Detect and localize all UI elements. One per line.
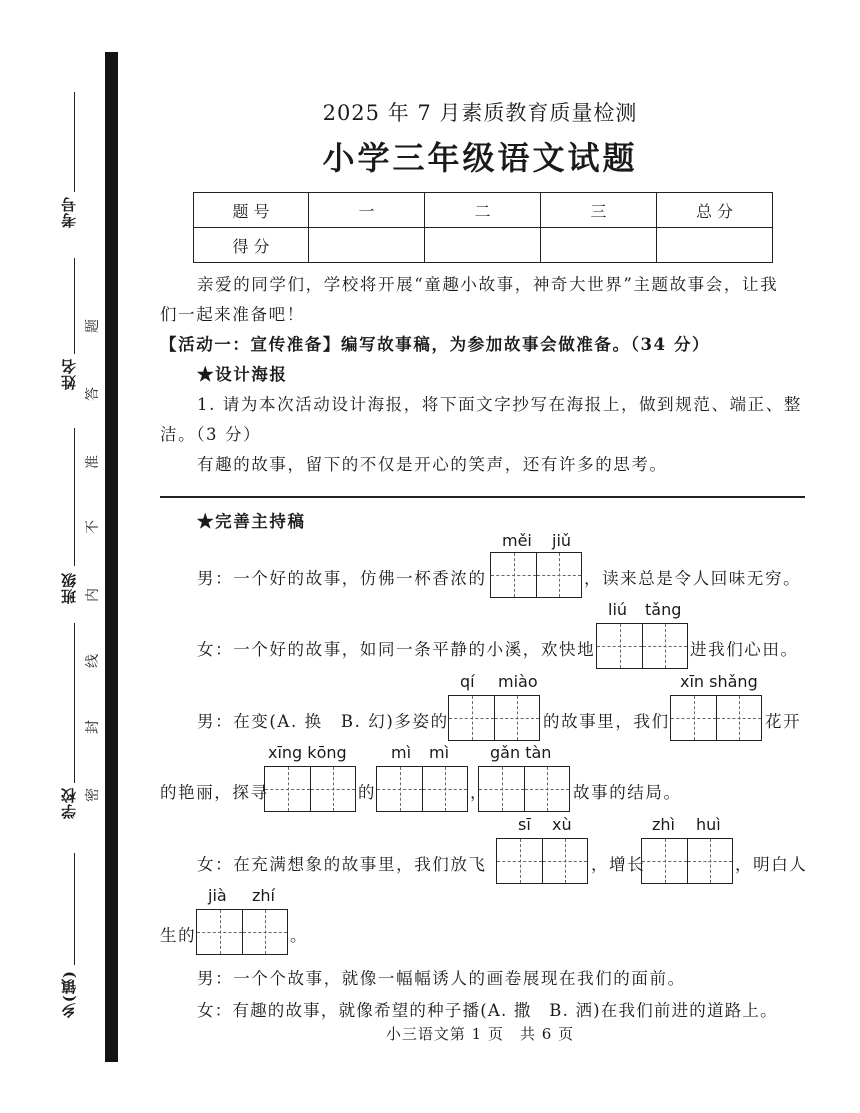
pinyin: zhì: [652, 815, 675, 834]
activity1-heading: 【活动一：宣传准备】编写故事稿，为参加故事会做准备。（34 分）: [160, 335, 711, 354]
score-cell: 二: [425, 193, 541, 228]
town-label: 乡(镇): [60, 970, 78, 1019]
script-line: 生的: [160, 926, 197, 945]
score-cell: 三: [541, 193, 657, 228]
script-line: 的故事里，我们: [543, 712, 670, 731]
seal-word: 答: [85, 387, 101, 401]
script-line: 男：在变(A. 换 B. 幻)多姿的: [197, 712, 449, 731]
pinyin: sī: [518, 815, 531, 834]
divider: [160, 496, 805, 498]
binding-bar: [105, 52, 118, 1062]
pinyin: gǎn tàn: [490, 743, 552, 762]
writing-grid[interactable]: [496, 838, 588, 884]
intro-line: 亲爱的同学们，学校将开展“童趣小故事，神奇大世界”主题故事会，让我: [197, 275, 779, 294]
script-line: 。: [290, 926, 309, 945]
writing-grid[interactable]: [264, 766, 356, 812]
pinyin: mì: [429, 743, 450, 762]
school-label: 学校: [60, 787, 78, 819]
script-line: 男：一个好的故事，仿佛一杯香浓的: [197, 569, 487, 588]
exam-no-label: 考号: [60, 196, 78, 228]
pinyin: qí: [460, 672, 475, 691]
score-cell: 题 号: [194, 193, 309, 228]
seal-word: 封: [85, 720, 101, 734]
writing-grid[interactable]: [376, 766, 468, 812]
script-line: ，增长: [591, 855, 646, 874]
town-line: [74, 853, 75, 965]
score-cell: 一: [309, 193, 425, 228]
script-line: ，明白人: [735, 855, 808, 874]
script-line: ，: [470, 783, 489, 802]
writing-grid[interactable]: [490, 552, 582, 598]
script-line: ，读来总是令人回味无穷。: [584, 569, 802, 588]
writing-grid[interactable]: [196, 909, 288, 955]
page-footer: 小三语文第 1 页 共 6 页: [385, 1025, 575, 1043]
writing-grid[interactable]: [641, 838, 733, 884]
script-line: 的艳丽，探寻: [160, 783, 269, 802]
writing-grid[interactable]: [478, 766, 570, 812]
score-input-cell[interactable]: [309, 228, 425, 263]
script-line: 女：有趣的故事，就像希望的种子播(A. 撒 B. 洒)在我们前进的道路上。: [197, 1001, 778, 1020]
pinyin: huì: [696, 815, 721, 834]
intro-line: 们一起来准备吧！: [160, 305, 305, 324]
class-label: 班级: [60, 572, 78, 604]
exam-title: 小学三年级语文试题: [322, 139, 638, 177]
pinyin: tǎng: [645, 600, 682, 619]
script-title: ★完善主持稿: [197, 512, 306, 531]
pinyin: měi: [502, 531, 532, 550]
pinyin: zhí: [252, 886, 275, 905]
writing-grid[interactable]: [670, 695, 762, 741]
score-input-cell[interactable]: [541, 228, 657, 263]
script-line: 进我们心田。: [690, 640, 799, 659]
pinyin: liú: [608, 600, 628, 619]
script-line: 女：一个好的故事，如同一条平静的小溪，欢快地: [197, 640, 596, 659]
pinyin: jià: [208, 886, 227, 905]
seal-word: 准: [85, 455, 101, 469]
seal-word: 线: [85, 654, 101, 668]
score-input-cell[interactable]: [425, 228, 541, 263]
question-1-line: 洁。（3 分）: [160, 425, 262, 444]
seal-word: 密: [85, 788, 101, 802]
score-input-cell[interactable]: [657, 228, 773, 263]
script-line: 女：在充满想象的故事里，我们放飞: [197, 855, 487, 874]
score-cell: 总 分: [657, 193, 773, 228]
name-label: 姓名: [60, 358, 78, 390]
pinyin: xù: [552, 815, 572, 834]
poster-title: ★设计海报: [197, 365, 288, 384]
score-cell: 得 分: [194, 228, 309, 263]
exam-subtitle: 2025 年 7 月素质教育质量检测: [322, 101, 638, 125]
pinyin: xīng kōng: [268, 743, 347, 762]
writing-grid[interactable]: [596, 623, 688, 669]
score-table: [193, 192, 773, 263]
seal-word: 不: [85, 520, 101, 534]
pinyin: miào: [498, 672, 538, 691]
pinyin: jiǔ: [552, 531, 572, 550]
score-table-score-row: [194, 228, 773, 263]
score-table-header-row: [194, 193, 773, 228]
copy-text: 有趣的故事，留下的不仅是开心的笑声，还有许多的思考。: [197, 455, 668, 474]
script-line: 花开: [765, 712, 802, 731]
pinyin: xīn shǎng: [680, 672, 758, 691]
seal-word: 内: [85, 588, 101, 602]
script-line: 故事的结局。: [573, 783, 682, 802]
script-line: 的: [358, 783, 377, 802]
script-line: 男：一个个故事，就像一幅幅诱人的画卷展现在我们的面前。: [197, 969, 686, 988]
question-1-line: 1. 请为本次活动设计海报，将下面文字抄写在海报上，做到规范、端正、整: [197, 395, 802, 414]
class-line: [74, 428, 75, 566]
pinyin: mì: [391, 743, 412, 762]
writing-grid[interactable]: [448, 695, 540, 741]
name-line: [74, 258, 75, 354]
school-line: [74, 623, 75, 783]
seal-word: 题: [85, 319, 101, 333]
